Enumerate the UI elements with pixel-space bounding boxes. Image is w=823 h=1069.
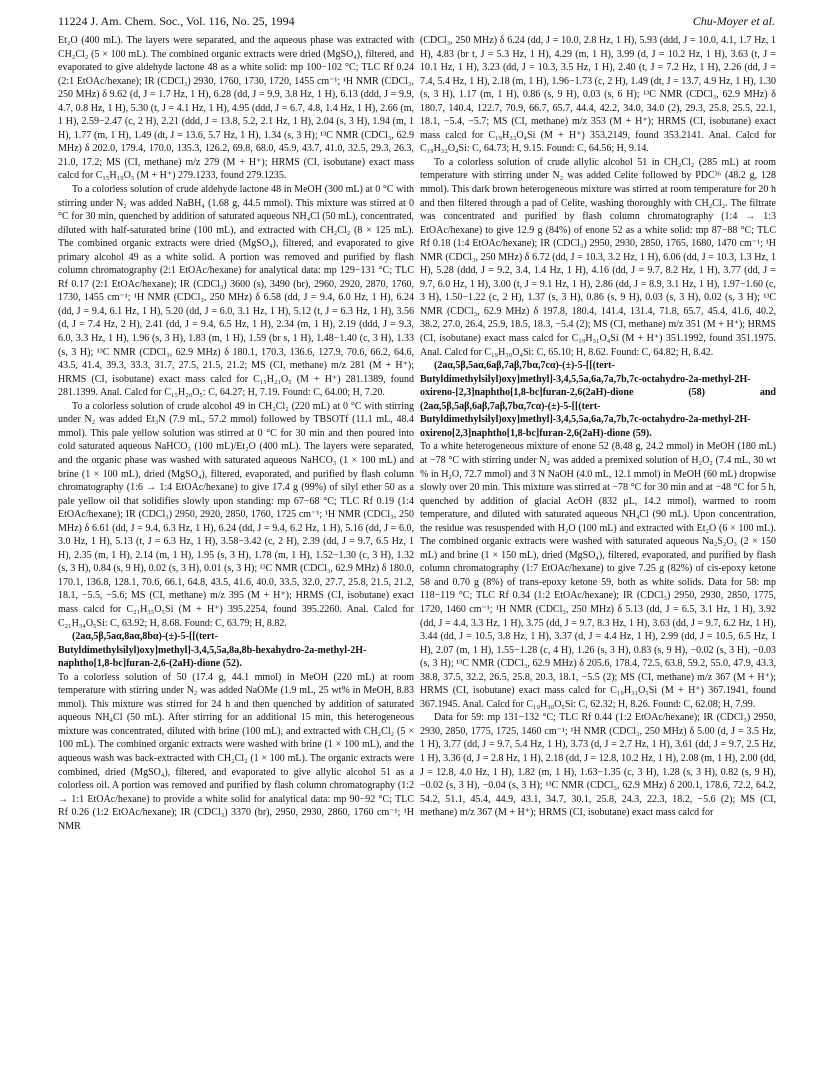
page-header: [58, 14, 775, 32]
left-column: [58, 34, 414, 833]
paragraph: To a colorless solution of crude aldehyde lactone 48 in MeOH (300 mL) at 0 °C with stirring under N₂ was added NaBH₄ (1.68 g, 44.5 mmol). This mixture was stirred at 0 °C for 30 min, quenched by addition of saturated aqueous NH₄Cl (50 mL), concentrated, diluted with half-saturated brine (100 mL), and extracted with CH₂Cl₂ (8 × 125 mL). The combined organic extracts were dried (MgSO₄), filtered, and evaporated to give primary alcohol 49 as a white solid. A portion was removed and purified by flash column chromatography (2:1 EtOAc/hexane) for analytical data: mp 129−131 °C; TLC Rf 0.17 (2:1 EtOAc/hexane); IR (CDCl₃) 3600 (s), 3490 (br), 2960, 2920, 2870, 1760, 1730, 1455 cm⁻¹; ¹H NMR (CDCl₃, 250 MHz) δ 6.58 (dd, J = 9.4, 6.0 Hz, 1 H), 6.24 (dd, J = 9.4, 6.1 Hz, 1 H), 5.20 (dd, J = 6.0, 3.1 Hz, 1 H), 5.12 (t, J = 6.3 Hz, 1 H), 3.56 (d, J = 7.4 Hz, 2 H), 2.41 (dd, J = 9.4, 6.5 Hz, 1 H), 2.34 (m, 1 H), 2.19 (ddd, J = 9.3, 6.0, 3.3 Hz, 1 H), 1.96 (s, 3 H), 1.83 (m, 1 H), 1.59 (br s, 1 H), 1.48−1.40 (c, 3 H), 1.33 (s, 3 H); ¹³C NMR (CDCl₃, 62.9 MHz) δ 180.1, 170.3, 136.6, 127.9, 70.6, 66.2, 64.6, 43.5, 41.4, 39.3, 33.3, 31.7, 27.5, 21.5, 21.2; MS (CI, methane) m/z 281 (M + H⁺); HRMS (CI, isobutane) exact mass calcd for C₁₅H₂₁O₅ (M + H⁺) 281.1389, found 281.1399. Anal. Calcd for C₁₅H₂₀O₅: C, 64.27; H, 7.19. Found: C, 64.00; H, 7.20.: [58, 184, 414, 399]
right-column: [420, 34, 776, 820]
compound-heading: (2aα,5β,5aα,8aα,8bα)-(±)-5-[[(tert-Butyldimethylsilyl)oxy]methyl]-3,4,5,5a,8a,8b-hexahydro-2a-methyl-2H-naphtho[1,8-bc]furan-2,6-(2aH)-dione (52).: [58, 631, 367, 670]
paragraph: To a colorless solution of crude allylic alcohol 51 in CH₂Cl₂ (285 mL) at room temperature with stirring under N₂ was added Celite followed by PDC³⁶ (48.2 g, 128 mmol). This dark brown heterogeneous mixture was stirred at room temperature for 20 h and then filtered through a pad of Celite, washing thoroughly with CH₂Cl₂. The filtrate was concentrated and purified by flash column chromatography (1:4 → 1:3 EtOAc/hexane) to give 12.9 g (84%) of enone 52 as a white solid: mp 87−88 °C; TLC Rf 0.18 (1:4 EtOAc/hexane); IR (CDCl₃) 2950, 2930, 2850, 1765, 1680, 1470 cm⁻¹; ¹H NMR (CDCl₃, 250 MHz) δ 6.72 (dd, J = 10.3, 3.2 Hz, 1 H), 6.06 (dd, J = 10.3, 1.3 Hz, 1 H), 5.28 (ddd, J = 9.2, 3.4, 1.4 Hz, 1 H), 4.16 (dd, J = 9.7, 8.2 Hz, 1 H), 3.77 (dd, J = 9.7, 6.0 Hz, 1 H), 3.00 (t, J = 9.1 Hz, 1 H), 2.86 (dd, J = 8.9, 3.1 Hz, 1 H), 1.97−1.60 (c, 3 H), 1.50−1.22 (c, 2 H), 1.37 (s, 3 H), 0.86 (s, 9 H), 0.03 (s, 3 H), 0.02 (s, 3 H); ¹³C NMR (CDCl₃, 62.9 MHz) δ 197.8, 180.4, 141.4, 131.4, 71.8, 65.7, 45.4, 41.6, 40.2, 38.2, 27.0, 26.4, 25.9, 18.5, 18.3, −5.4 (2); MS (CI, methane) m/z 351 (M + H⁺); HRMS (CI, isobutane) exact mass calcd for C₁₉H₃₁O₄Si (M + H⁺) 351.1992, found 351.1975. Anal. Calcd for C₁₉H₃₀O₄Si: C, 65.10; H, 8.62. Found: C, 64.82; H, 8.42.: [420, 156, 776, 358]
paragraph: (CDCl₃, 250 MHz) δ 6.24 (dd, J = 10.0, 2.8 Hz, 1 H), 5.93 (ddd, J = 10.0, 4.1, 1.7 Hz, 1 H), 4.83 (br t, J = 5.3 Hz, 1 H), 4.29 (m, 1 H), 3.99 (d, J = 10.2 Hz, 1 H), 3.63 (t, J = 10.1 Hz, 1 H), 3.23 (dd, J = 10.3, 3.5 Hz, 1 H), 2.40 (t, J = 7.2 Hz, 1 H), 2.26 (dd, J = 7.4, 5.4 Hz, 1 H), 2.18 (m, 1 H), 1.96−1.73 (c, 2 H), 1.49 (dt, J = 13.7, 4.9 Hz, 1 H), 1.30 (s, 3 H), 1.17 (m, 1 H), 0.86 (s, 9 H), 0.03 (s, 6 H); ¹³C NMR (CDCl₃, 62.9 MHz) δ 180.7, 140.4, 122.7, 70.9, 66.7, 65.7, 44.4, 42.2, 34.0, 34.0 (2), 29.3, 25.8, 25.5, 22.1, 18.1, −5.4, −5.7; MS (CI, methane) m/z 353 (M + H⁺); HRMS (CI, isobutane) exact mass calcd for C₁₉H₃₃O₄Si (M + H⁺) 353.2149, found 353.2141. Anal. Calcd for C₁₉H₃₂O₄Si: C, 64.73; H, 9.15. Found: C, 64.56; H, 9.14.: [420, 35, 776, 155]
running-author: Chu-Moyer et al.: [692, 14, 775, 28]
journal-citation: 11224 J. Am. Chem. Soc., Vol. 116, No. 25, 1994: [58, 14, 295, 28]
paragraph: Et₂O (400 mL). The layers were separated, and the aqueous phase was extracted with CH₂Cl₂ (5 × 100 mL). The combined organic extracts were dried (MgSO₄), filtered, and evaporated to give aldehyde lactone 48 as a white solid: mp 100−102 °C; TLC Rf 0.24 (2:1 EtOAc/hexane); IR (CDCl₃) 2930, 1760, 1730, 1720, 1455 cm⁻¹; ¹H NMR (CDCl₃, 250 MHz) δ 9.62 (d, J = 1.7 Hz, 1 H), 6.28 (dd, J = 9.9, 3.8 Hz, 1 H), 6.13 (ddd, J = 9.9, 4.7, 0.8 Hz, 1 H), 5.30 (t, J = 4.1 Hz, 1 H), 4.95 (ddd, J = 6.7, 4.8, 1.4 Hz, 1 H), 2.66 (m, 1 H), 2.59−2.47 (c, 2 H), 2.21 (ddd, J = 13.8, 5.2, 2.1 Hz, 1 H), 2.04 (s, 3 H), 1.94 (m, 1 H), 1.77 (m, 1 H), 1.49 (dt, J = 13.6, 5.7 Hz, 1 H), 1.34 (s, 3 H); ¹³C NMR (CDCl₃, 62.9 MHz) δ 202.0, 179.4, 170.0, 135.3, 126.2, 69.8, 68.0, 45.9, 43.7, 41.0, 32.5, 29.3, 26.3, 21.0, 17.2; MS (CI, methane) m/z 279 (M + H⁺); HRMS (CI, isobutane) exact mass calcd for C₁₅H₁₉O₅ (M + H⁺) 279.1233, found 279.1235.: [58, 35, 414, 182]
paragraph: To a colorless solution of 50 (17.4 g, 44.1 mmol) in MeOH (220 mL) at room temperature with stirring under N₂ was added NaOMe (1.9 mL, 25 wt% in MeOH, 8.83 mmol). This mixture was stirred for 24 h and then quenched by addition of saturated aqueous NH₄Cl (50 mL). After stirring for an additional 15 min, this heterogeneous mixture was concentrated, diluted with brine (100 mL), and extracted with CH₂Cl₂ (5 × 100 mL). The combined organic extracts were washed with brine (1 × 100 mL), and the aqueous wash was back-extracted with CH₂Cl₂ (1 × 100 mL). The organic extracts were combined, dried (MgSO₄), filtered, and evaporated to give allylic alcohol 51 as a colorless oil. A portion was removed and purified by flash column chromatography (1:2 → 1:1 EtOAc/hexane) to provide a white solid for analytical data: mp 90−92 °C; TLC Rf 0.26 (1:2 EtOAc/hexane); IR (CDCl₃) 3370 (br), 2950, 2930, 2860, 1760 cm⁻¹; ¹H NMR: [58, 671, 414, 832]
paragraph: To a white heterogeneous mixture of enone 52 (8.48 g, 24.2 mmol) in MeOH (180 mL) at −78 °C with stirring under N₂ was added a premixed solution of H₂O₂ (7.4 mL, 30 wt % in H₂O, 72.7 mmol) and 3 N NaOH (4.0 mL, 12.1 mmol) in MeOH (60 mL) dropwise slowly over 20 min. This mixture was stirred at −78 °C for 30 min and at −48 °C for 5 h, quenched by addition of glacial AcOH (832 μL, 14.2 mmol), warmed to room temperature, and diluted with saturated aqueous NH₄Cl (90 mL). Upon concentration, the residue was resuspended with H₂O (100 mL) and extracted with Et₂O (6 × 100 mL). The combined organic extracts were washed with saturated aqueous Na₂S₂O₃ (2 × 150 mL) and brine (1 × 150 mL), dried (MgSO₄), filtered, evaporated, and purified by flash column chromatography (1:7 EtOAc/hexane) to give 7.25 g (82%) of cis-epoxy ketone 58 and 0.70 g (8%) of trans-epoxy ketone 59, both as white solids. Data for 58: mp 118−119 °C; TLC Rf 0.34 (1:2 EtOAc/hexane); IR (CDCl₃) 2950, 2930, 2850, 1775, 1720, 1460 cm⁻¹; ¹H NMR (CDCl₃, 250 MHz) δ 5.13 (dd, J = 6.5, 3.1 Hz, 1 H), 3.92 (dd, J = 4.4, 3.3 Hz, 1 H), 3.75 (dd, J = 9.7, 8.3 Hz, 1 H), 3.63 (dd, J = 9.7, 6.2 Hz, 1 H), 3.44 (dd, J = 10.5, 3.8 Hz, 1 H), 3.37 (d, J = 4.4 Hz, 1 H), 2.99 (dd, J = 10.5, 6.5 Hz, 1 H), 2.07 (m, 1 H), 1.55−1.28 (c, 4 H), 1.26 (s, 3 H), 0.83 (s, 9 H), −0.02 (s, 3 H), −0.03 (s, 3 H); ¹³C NMR (CDCl₃, 62.9 MHz) δ 205.6, 178.4, 72.5, 63.8, 59.2, 55.0, 47.9, 43.3, 38.8, 37.5, 32.2, 26.5, 25.8, 20.3, 18.1, −5.5 (2); MS (CI, methane) m/z 367 (M + H⁺); HRMS (CI, isobutane) exact mass calcd for C₁₉H₃₁O₅Si (M + H⁺) 367.1941, found 367.1945. Anal. Calcd for C₁₉H₃₀O₅Si: C, 62.32; H, 8.26. Found: C, 62.08; H, 7.99.: [420, 441, 776, 710]
paragraph: To a colorless solution of crude alcohol 49 in CH₂Cl₂ (220 mL) at 0 °C with stirring under N₂ was added Et₃N (7.9 mL, 57.2 mmol) followed by TBSOTf (11.1 mL, 48.4 mmol). This pale yellow solution was stirred at 0 °C for 30 min and then poured into cold saturated aqueous NaHCO₃ (100 mL)/Et₂O (400 mL). The layers were separated, and the organic phase was washed with saturated aqueous NaHCO₃ (1 × 100 mL) and brine (1 × 100 mL), dried (MgSO₄), filtered, evaporated, and purified by flash column chromatography (1:6 → 1:4 EtOAc/hexane) to give 17.4 g (99%) of silyl ether 50 as a pale yellow oil that solidifies slowly upon standing: mp 67−68 °C; TLC Rf 0.19 (1:4 EtOAc/hexane); IR (CDCl₃) 2950, 2920, 2850, 1760, 1725 cm⁻¹; ¹H NMR (CDCl₃, 250 MHz) δ 6.61 (dd, J = 9.4, 6.3 Hz, 1 H), 6.24 (dd, J = 9.4, 6.2 Hz, 1 H), 5.16 (dd, J = 6.0, 3.0 Hz, 1 H), 5.13 (t, J = 6.3 Hz, 1 H), 3.58−3.42 (c, 2 H), 2.39 (dd, J = 9.7, 6.5 Hz, 1 H), 2.35 (m, 1 H), 2.14 (m, 1 H), 1.95 (s, 3 H), 1.78 (m, 1 H), 1.52−1.30 (c, 3 H), 1.32 (s, 3 H), 0.84 (s, 9 H), 0.02 (s, 3 H), 0.01 (s, 3 H); ¹³C NMR (CDCl₃, 62.9 MHz) δ 180.0, 170.1, 136.8, 128.1, 70.6, 66.1, 64.8, 43.5, 41.6, 40.0, 33.5, 32.0, 27.7, 25.8, 21.5, 21.2, 18.1, −5.5, −5.6; MS (CI, methane) m/z 395 (M + H⁺); HRMS (CI, isobutane) exact mass calcd for C₂₁H₃₅O₅Si (M + H⁺) 395.2254, found 395.2260. Anal. Calcd for C₂₁H₃₄O₅Si: C, 63.92; H, 8.68. Found: C, 63.79; H, 8.82.: [58, 400, 414, 629]
compound-heading: (2aα,5β,5aα,6aβ,7aβ,7bα,7cα)-(±)-5-[[(tert-Butyldimethylsilyl)oxy]methyl]-3,4,5,5a,6a,7a,7b,7c-octahydro-2a-methyl-2H-oxireno-[2,3]naphtho[1,8-bc]furan-2,6(2aH)-dione (58) and (2aα,5β,5aβ,6aβ,7aβ,7bα,7cα)-(±)-5-[[(tert-Butyldimethylsilyl)oxy]methyl]-3,4,5,5a,6a,7a,7b,7c-octahydro-2a-methyl-2H-oxireno[2,3]naphtho[1,8-bc]furan-2,6(2aH)-dione (59).: [420, 360, 776, 439]
paragraph: Data for 59: mp 131−132 °C; TLC Rf 0.44 (1:2 EtOAc/hexane); IR (CDCl₃) 2950, 2930, 2850, 1775, 1725, 1460 cm⁻¹; ¹H NMR (CDCl₃, 250 MHz) δ 5.00 (d, J = 3.5 Hz, 1 H), 3.77 (dd, J = 9.7, 5.4 Hz, 1 H), 3.73 (d, J = 2.7 Hz, 1 H), 3.61 (dd, J = 9.7, 2.5 Hz, 1 H), 3.36 (d, J = 2.8 Hz, 1 H), 2.18 (dd, J = 12.8, 10.2 Hz, 1 H), 2.08 (m, 1 H), 2.00 (dd, J = 12.8, 4.0 Hz, 1 H), 1.82 (m, 1 H), 1.63−1.35 (c, 3 H), 1.28 (s, 3 H), 0.82 (s, 9 H), −0.02 (s, 3 H), −0.04 (s, 3 H); ¹³C NMR (CDCl₃, 62.9 MHz) δ 200.1, 178.6, 72.2, 64.2, 54.2, 51.1, 45.4, 44.9, 43.1, 34.7, 30.1, 25.8, 24.3, 22.3, 18.2, −5.6 (2); MS (CI, methane) m/z 367 (M + H⁺); HRMS (CI, isobutane) exact mass calcd for: [420, 712, 776, 819]
